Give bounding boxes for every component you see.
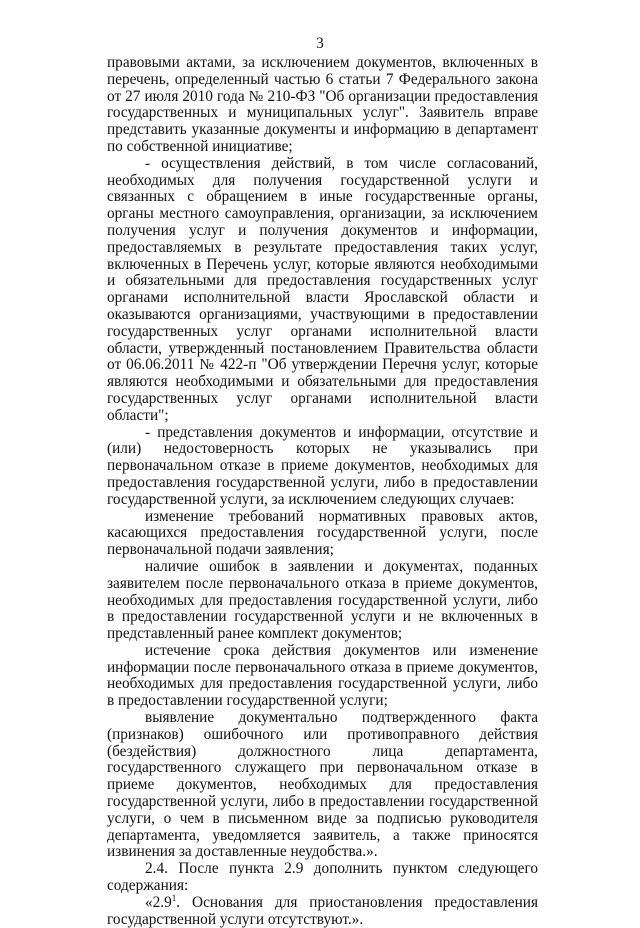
paragraph: - осуществления действий, в том числе согласований, необходимых для получения государственной услуги и связанных с обращением в иные государственные органы, органы местного самоуправления, организации, за исключением получения услуг и получения документов и информации, предоставляемых в результате предоставления таких услуг, включенных в Перечень услуг, которые являются необходимыми и обязательными для предоставления государственных услуг органами исполнительной власти Ярославской области и оказываются организациями, участвующими в предоставлении государственных услуг органами исполнительной власти области, утвержденный постановлением Правительства области от 06.06.2011 № 422-п "Об утверждении Перечня услуг, которые являются необходимыми и обязательными для предоставления государственных услуг органами исполнительной власти области";: [107, 154, 538, 424]
paragraph: 2.4. После пункта 2.9 дополнить пунктом следующего содержания:: [107, 860, 538, 895]
clause-number: «2.9: [145, 893, 172, 911]
clause-superscript: 1: [171, 892, 177, 903]
paragraph: правовыми актами, за исключением документов, включенных в перечень, определенный частью 6 статьи 7 Федерального закона от 27 июля 2010 года № 210-ФЗ "Об организации предоставления государственных и муниципальных услуг". Заявитель вправе представить указанные документы и информацию в департамент по собственной инициативе;: [107, 54, 538, 155]
clause-text: . Основания для приостановления предоставления государственной услуги отсутствуют.».: [107, 893, 538, 928]
paragraph: изменение требований нормативных правовых актов, касающихся предоставления государственной услуги, после первоначальной подачи заявления;: [107, 507, 538, 559]
document-body: [107, 55, 538, 928]
paragraph: истечение срока действия документов или изменение информации после первоначального отказа в приеме документов, необходимых для предоставления государственной услуги, либо в предоставлении государственной услуги;: [107, 641, 538, 710]
page-number: 3: [316, 35, 324, 52]
paragraph: - представления документов и информации, отсутствие и (или) недостоверность которых не указывались при первоначальном отказе в приеме документов, необходимых для предоставления государственной услуги, либо в предоставлении государственной услуги, за исключением следующих случаев:: [107, 423, 538, 508]
paragraph: выявление документально подтвержденного факта (признаков) ошибочного или противоправного действия (бездействия) должностного лица департамента, государственного служащего при первоначальном отказе в приеме документов, необходимых для предоставления государственной услуги, либо в предоставлении государственной услуги, о чем в письменном виде за подписью руководителя департамента, уведомляется заявитель, а также приносятся извинения за доставленные неудобства.».: [107, 709, 538, 861]
paragraph: наличие ошибок в заявлении и документах, поданных заявителем после первоначального отказа в приеме документов, необходимых для предоставления государственной услуги, либо в предоставлении государственной услуги и не включенных в представленный ранее комплект документов;: [107, 557, 538, 643]
paragraph-last: [107, 892, 538, 928]
